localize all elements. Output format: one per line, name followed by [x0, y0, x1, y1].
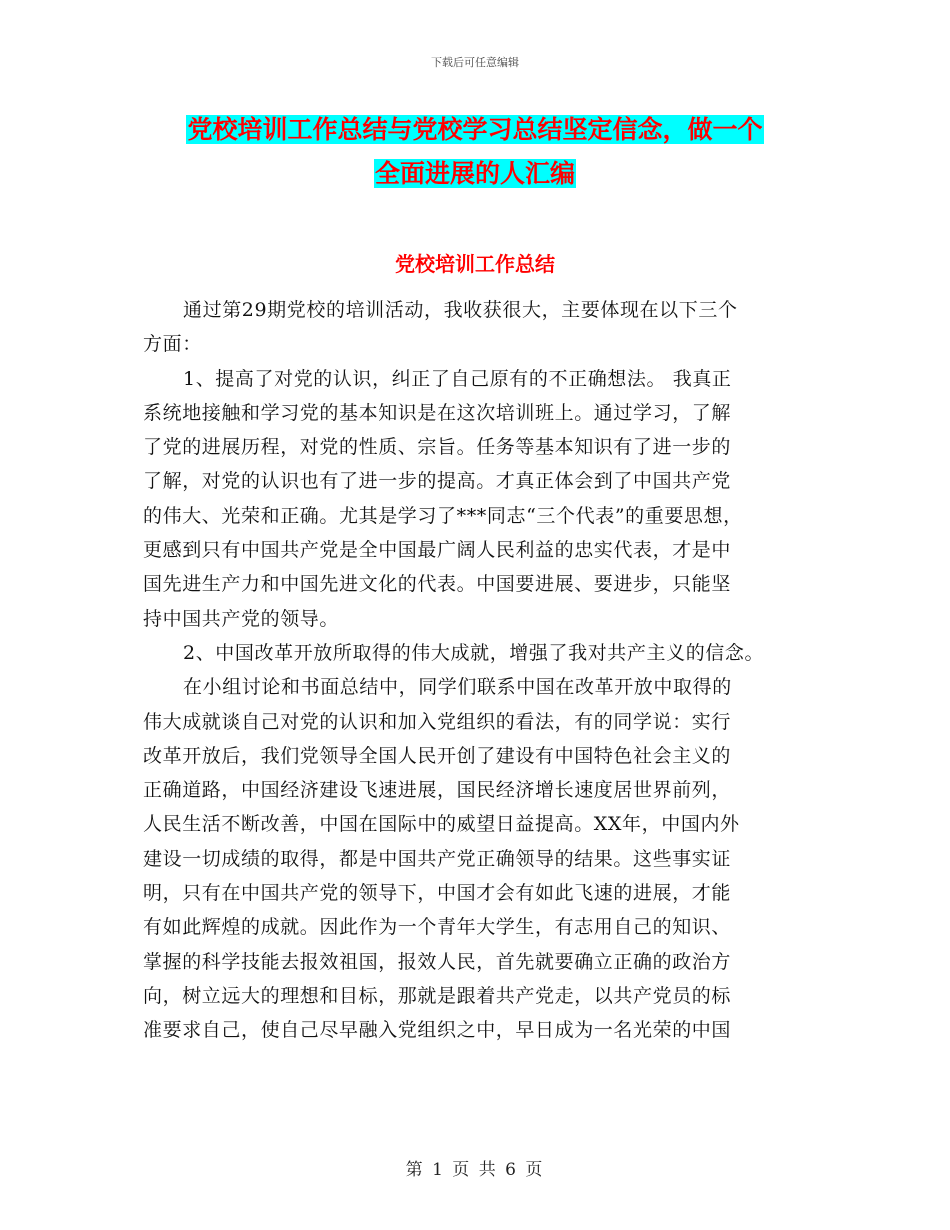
body-line: 向，树立远大的理想和目标，那就是跟着共产党走，以共产党员的标: [143, 984, 732, 1007]
section-heading: 党校培训工作总结: [395, 252, 555, 276]
body-line: 1、提高了对党的认识，纠正了自己原有的不正确想法。 我真正: [183, 367, 732, 390]
body-line: 人民生活不断改善，中国在国际中的威望日益提高。XX年，中国内外: [143, 813, 740, 836]
body-text: [143, 293, 815, 1048]
body-line: 更感到只有中国共产党是全中国最广阔人民利益的忠实代表，才是中: [143, 539, 732, 562]
body-line: 掌握的科学技能去报效祖国，报效人民，首先就要确立正确的政治方: [143, 950, 732, 973]
body-line: 正确道路，中国经济建设飞速进展，国民经济增长速度居世界前列，: [143, 779, 732, 802]
body-line: 的伟大、光荣和正确。尤其是学习了***同志“三个代表”的重要思想，: [143, 504, 743, 527]
page-footer: 第 1 页 共 6 页: [405, 1160, 545, 1180]
body-line: 准要求自己，使自己尽早融入党组织之中，早日成为一名光荣的中国: [143, 1019, 732, 1042]
document-title-line-1: [0, 110, 950, 150]
body-line: 有如此辉煌的成就。因此作为一个青年大学生，有志用自己的知识、: [143, 916, 732, 939]
body-line: 系统地接触和学习党的基本知识是在这次培训班上。通过学习，了解: [143, 401, 732, 424]
body-line: 建设一切成绩的取得，都是中国共产党正确领导的结果。这些事实证: [143, 847, 732, 870]
body-line: 通过第29期党校的培训活动，我收获很大，主要体现在以下三个: [183, 299, 738, 321]
body-line: 明，只有在中国共产党的领导下，中国才会有如此飞速的进展，才能: [143, 882, 732, 905]
body-line: 国先进生产力和中国先进文化的代表。中国要进展、要进步，只能坚: [143, 573, 732, 596]
body-line: 2、中国改革开放所取得的伟大成就，增强了我对共产主义的信念。: [183, 641, 765, 664]
header-note: 下载后可任意编辑: [431, 56, 519, 69]
body-line: 持中国共产党的领导。: [143, 607, 340, 630]
body-line: 在小组讨论和书面总结中，同学们联系中国在改革开放中取得的: [183, 676, 732, 699]
body-line: 改革开放后，我们党领导全国人民开创了建设有中国特色社会主义的: [143, 744, 732, 767]
document-title-line-2: [0, 154, 950, 194]
body-line: 了解，对党的认识也有了进一步的提高。才真正体会到了中国共产党: [143, 470, 732, 493]
title-highlight-1: 党校培训工作总结与党校学习总结坚定信念，做一个: [187, 115, 763, 144]
body-line: 了党的进展历程，对党的性质、宗旨。任务等基本知识有了进一步的: [143, 436, 732, 459]
body-line: 方面：: [143, 333, 202, 356]
body-line: 伟大成就谈自己对党的认识和加入党组织的看法，有的同学说：实行: [143, 710, 732, 733]
title-highlight-2: 全面进展的人汇编: [374, 159, 575, 188]
